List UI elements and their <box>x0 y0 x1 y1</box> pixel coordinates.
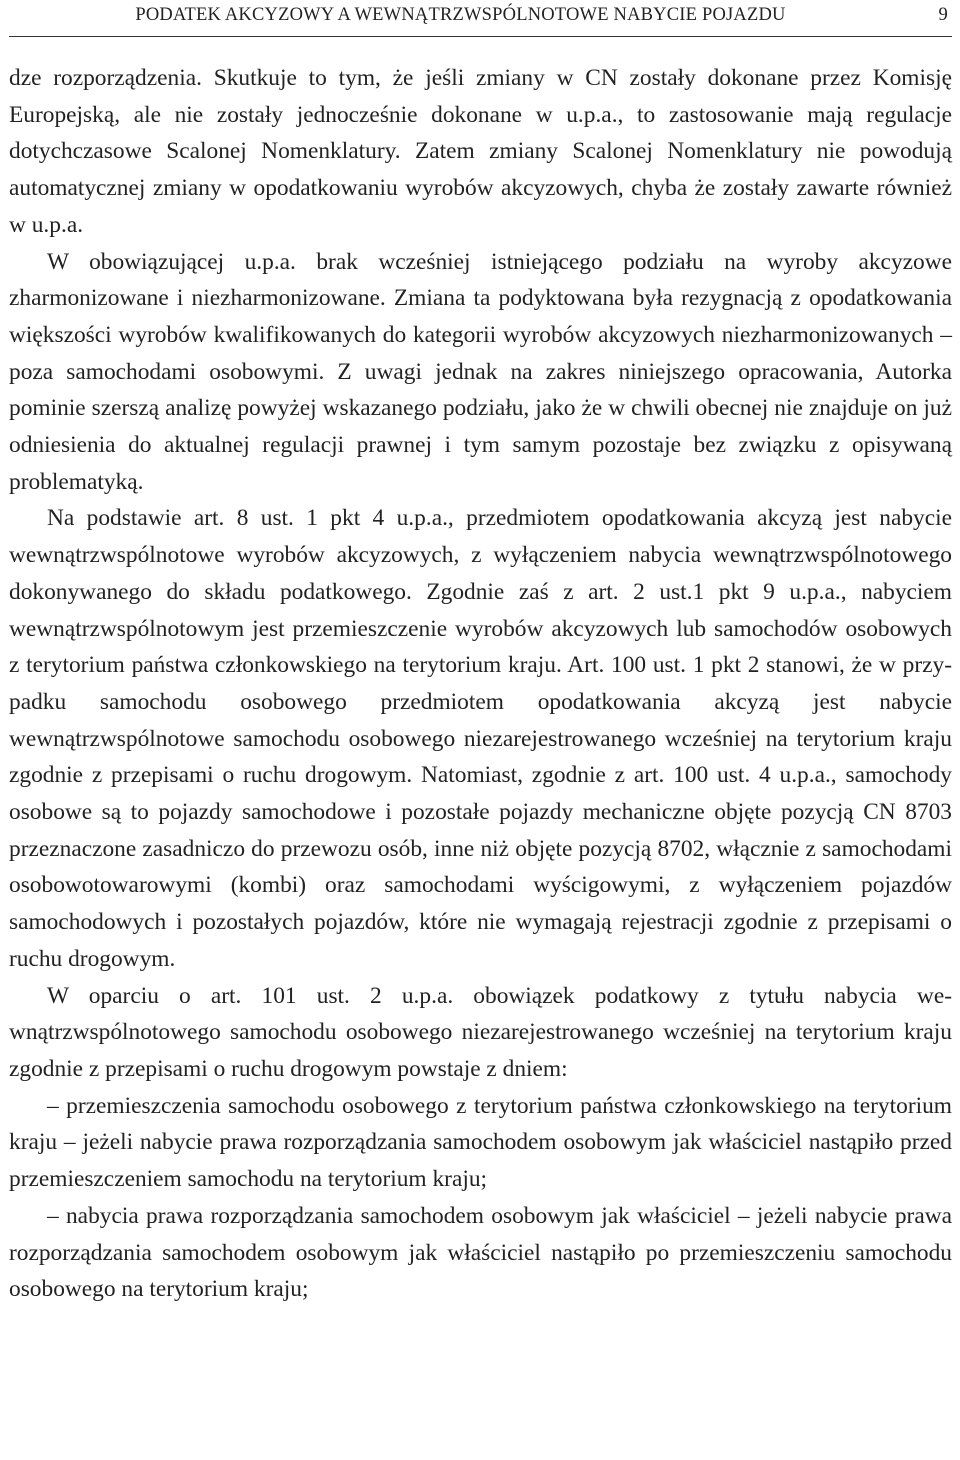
paragraph: W oparciu o art. 101 ust. 2 u.p.a. obowiązek podatkowy z tytułu nabycia wewnątrzwspólnotowego samochodu osobowego niezarejestrowanego wcześniej na terytorium kraju zgodnie z przepisami o ruchu drogowym powstaje z dniem: <box>9 982 952 1082</box>
paragraph: W obowiązującej u.p.a. brak wcześniej istniejącego podziału na wyroby akcyzowe zharmonizowane i niezharmonizowane. Zmiana ta podyktowana była rezygnacją z opodatkowania większości wyrobów kwalifikowanych do kategorii wyrobów akcyzowych niezharmonizowanych – poza samochodami osobowymi. Z uwagi jednak na zakres niniejszego opracowania, Autorka pominie szerszą analizę powyżej wskazanego podziału, jako że w chwili obecnej nie znajduje on już odniesienia do aktualnej regulacji prawnej i tym samym pozostaje bez związku z opisywaną problematyką. <box>9 248 952 495</box>
list-item: – nabycia prawa rozporządzania samochodem osobowym jak właściciel – jeżeli nabycie prawa rozporządzania samochodem osobowym jak właściciel nastąpiło po przemieszczeniu samochodu osobowego na terytorium kraju; <box>9 1202 952 1303</box>
running-header <box>9 0 952 37</box>
page-number: 9 <box>938 5 948 25</box>
paragraph-continued: dze rozporządzenia. Skutkuje to tym, że jeśli zmiany w CN zostały dokonane przez Komisję Europejską, ale nie zostały jednocześnie dokonane w u.p.a., to zastosowanie mają regulacje dotychczasowe Scalonej Nomenklatury. Zatem zmiany Scalonej Nomenklatury nie powodują automatycznej zmiany w opodatkowaniu wyrobów akcyzowych, chyba że zostały zawarte również w u.p.a. <box>9 65 952 238</box>
paragraph: Na podstawie art. 8 ust. 1 pkt 4 u.p.a., przedmiotem opodatkowania akcyzą jest nabycie wewnątrzwspólnotowe wyrobów akcyzowych, z wyłączeniem nabycia wewnątrzwspólnotowego dokonywanego do składu podatkowego. Zgodnie zaś z art. 2 ust.1 pkt 9 u.p.a., nabyciem wewnątrzwspólnotowym jest przemieszczenie wyrobów akcyzowych lub samochodów osobowych z terytorium państwa członkowskiego na terytorium kraju. Art. 100 ust. 1 pkt 2 stanowi, że w przypadku samochodu osobowego przedmiotem opodatkowania akcyzą jest nabycie wewnątrzwspólnotowe samochodu osobowego niezarejestrowanego wcześniej na terytorium kraju zgodnie z przepisami o ruchu drogowym. Natomiast, zgodnie z art. 100 ust. 4 u.p.a., samochody osobowe są to pojazdy samochodowe i pozostałe pojazdy mechaniczne objęte pozycją CN 8703 przeznaczone zasadniczo do przewozu osób, inne niż objęte pozycją 8702, włącznie z samochodami osobowotowarowymi (kombi) oraz samochodami wyścigowymi, z wyłączeniem pojazdów samochodowych i pozostałych pojazdów, które nie wymagają rejestracji zgodnie z przepisami o ruchu drogowym. <box>9 505 952 972</box>
document-page <box>9 0 952 1460</box>
body-text <box>9 60 952 1308</box>
list-item: – przemieszczenia samochodu osobowego z terytorium państwa członkowskiego na terytorium kraju – jeżeli nabycie prawa rozporządzania samochodem osobowym jak właściciel nastąpiło przed przemieszczeniem samochodu na terytorium kraju; <box>9 1092 952 1193</box>
running-header-title: PODATEK AKCYZOWY A WEWNĄTRZWSPÓLNOTOWE NABYCIE POJAZDU <box>135 5 786 25</box>
